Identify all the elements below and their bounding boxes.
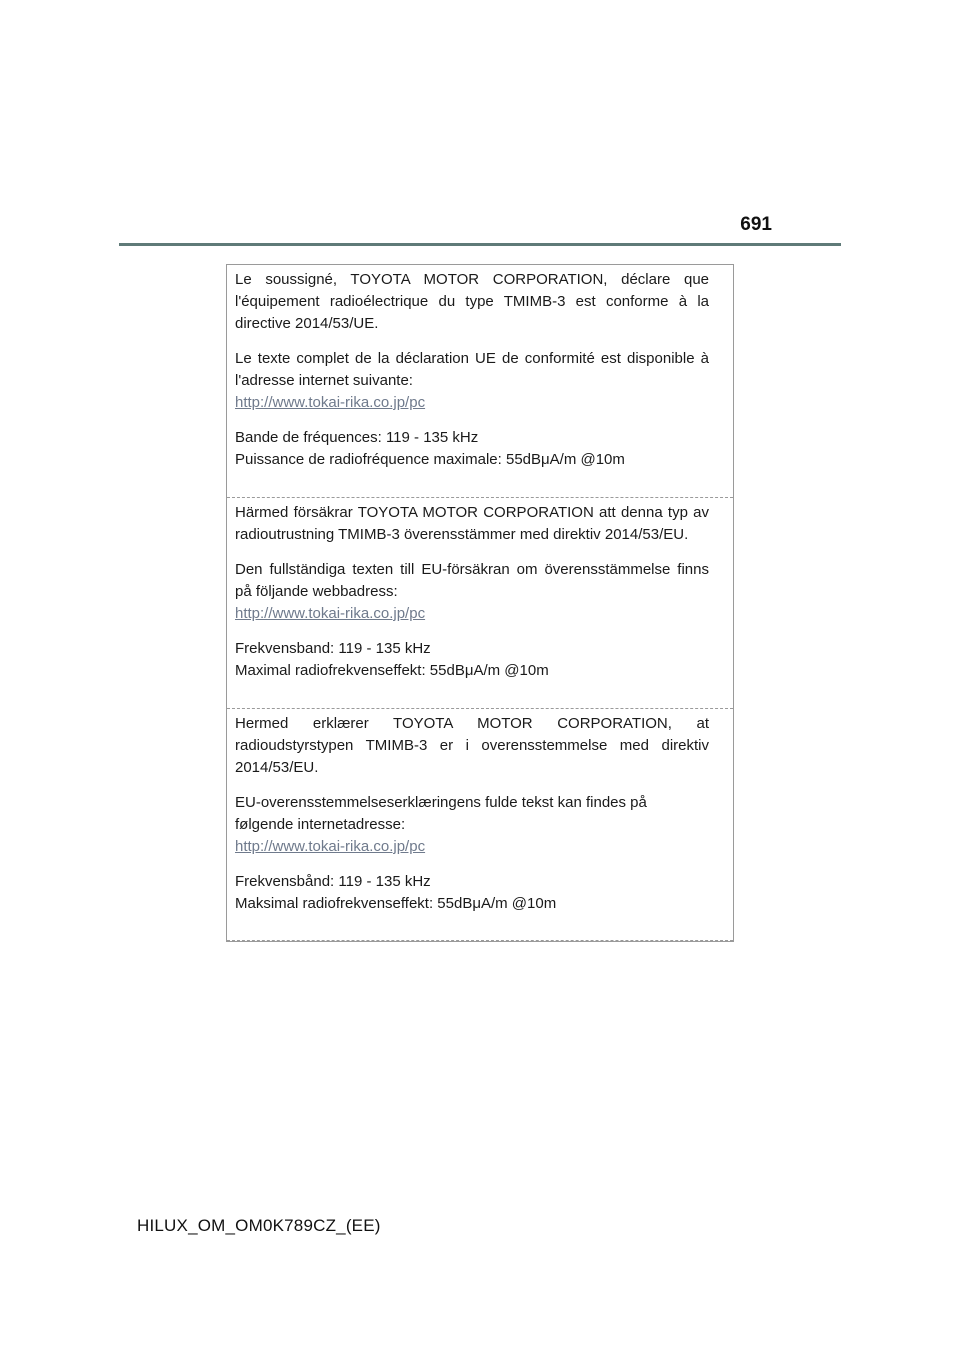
max-power-text: Puissance de radiofréquence maximale: 55dBμA/m @10m	[235, 451, 625, 468]
max-power-text: Maximal radiofrekvenseffekt: 55dBμA/m @10m	[235, 662, 549, 679]
availability-text: Den fullständiga texten till EU-försäkran om överensstämmelse finns på följande webbadress:	[235, 561, 709, 600]
availability-text-line-1: EU-overensstemmelseserklæringens fulde tekst kan findes på	[235, 794, 647, 811]
declaration-section-danish	[227, 709, 733, 941]
frequency-band-text: Frekvensbånd: 119 - 135 kHz	[235, 873, 431, 890]
frequency-band-text: Frekvensband: 119 - 135 kHz	[235, 640, 431, 657]
document-code: HILUX_OM_OM0K789CZ_(EE)	[137, 1216, 381, 1235]
declaration-link[interactable]: http://www.tokai-rika.co.jp/pc	[235, 605, 426, 622]
declaration-box	[226, 264, 734, 942]
declaration-section-swedish	[227, 498, 733, 709]
header-rule	[119, 243, 841, 246]
declaration-section-french	[227, 265, 733, 498]
declaration-link[interactable]: http://www.tokai-rika.co.jp/pc	[235, 394, 426, 411]
declaration-text: Härmed försäkrar TOYOTA MOTOR CORPORATION att denna typ av radioutrustning TMIMB-3 överensstämmer med direktiv 2014/53/EU.	[235, 504, 709, 543]
availability-text-line-2: følgende internetadresse:	[235, 816, 406, 833]
frequency-band-text: Bande de fréquences: 119 - 135 kHz	[235, 429, 479, 446]
availability-text: Le texte complet de la déclaration UE de conformité est disponible à l'adresse internet suivante:	[235, 350, 709, 389]
declaration-text: Hermed erklærer TOYOTA MOTOR CORPORATION, at radioudstyrstypen TMIMB-3 er i overensstemmelse med direktiv 2014/53/EU.	[235, 715, 709, 776]
declaration-text: Le soussigné, TOYOTA MOTOR CORPORATION, déclare que l'équipement radioélectrique du type TMIMB-3 est conforme à la directive 2014/53/UE.	[235, 271, 709, 332]
declaration-link[interactable]: http://www.tokai-rika.co.jp/pc	[235, 838, 426, 855]
max-power-text: Maksimal radiofrekvenseffekt: 55dBμA/m @10m	[235, 895, 557, 912]
page-number: 691	[740, 214, 772, 235]
